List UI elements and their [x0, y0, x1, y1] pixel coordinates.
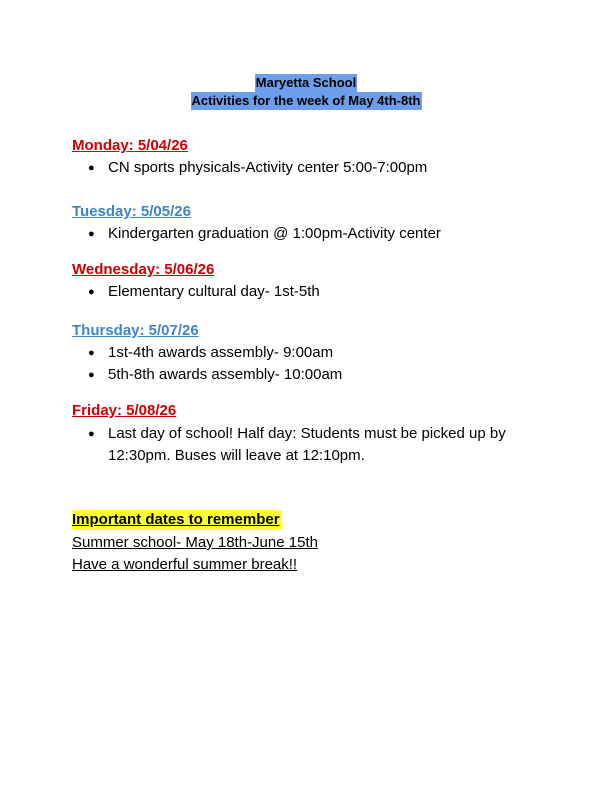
day-heading-friday: Friday: 5/08/26: [72, 402, 177, 419]
thursday-list: [108, 342, 548, 386]
day-heading-wednesday: Wednesday: 5/06/26: [72, 261, 215, 278]
list-item: ● Elementary cultural day- 1st-5th: [108, 281, 548, 303]
list-item: ● 1st-4th awards assembly- 9:00am: [108, 342, 548, 364]
day-heading-tuesday: Tuesday: 5/05/26: [72, 203, 191, 220]
summer-school-note: Summer school- May 18th-June 15th: [72, 534, 318, 551]
title-block: [0, 74, 612, 110]
summer-break-note: Have a wonderful summer break!!: [72, 556, 298, 573]
list-item: ● CN sports physicals-Activity center 5:00-7:00pm: [108, 157, 548, 179]
important-dates-heading: Important dates to remember: [72, 511, 280, 528]
day-heading-thursday: Thursday: 5/07/26: [72, 322, 199, 339]
list-item: ● 5th-8th awards assembly- 10:00am: [108, 364, 548, 386]
friday-list: [108, 423, 548, 467]
wednesday-list: [108, 281, 548, 303]
list-item: ● Kindergarten graduation @ 1:00pm-Activity center: [108, 223, 548, 245]
school-name: Maryetta School: [255, 75, 357, 90]
day-heading-monday: Monday: 5/04/26: [72, 137, 188, 154]
tuesday-list: [108, 223, 548, 245]
monday-list: [108, 157, 548, 179]
week-subtitle: Activities for the week of May 4th-8th: [191, 93, 421, 108]
list-item: ● Last day of school! Half day: Students must be picked up by 12:30pm. Buses will leave at 12:10pm.: [108, 423, 548, 467]
